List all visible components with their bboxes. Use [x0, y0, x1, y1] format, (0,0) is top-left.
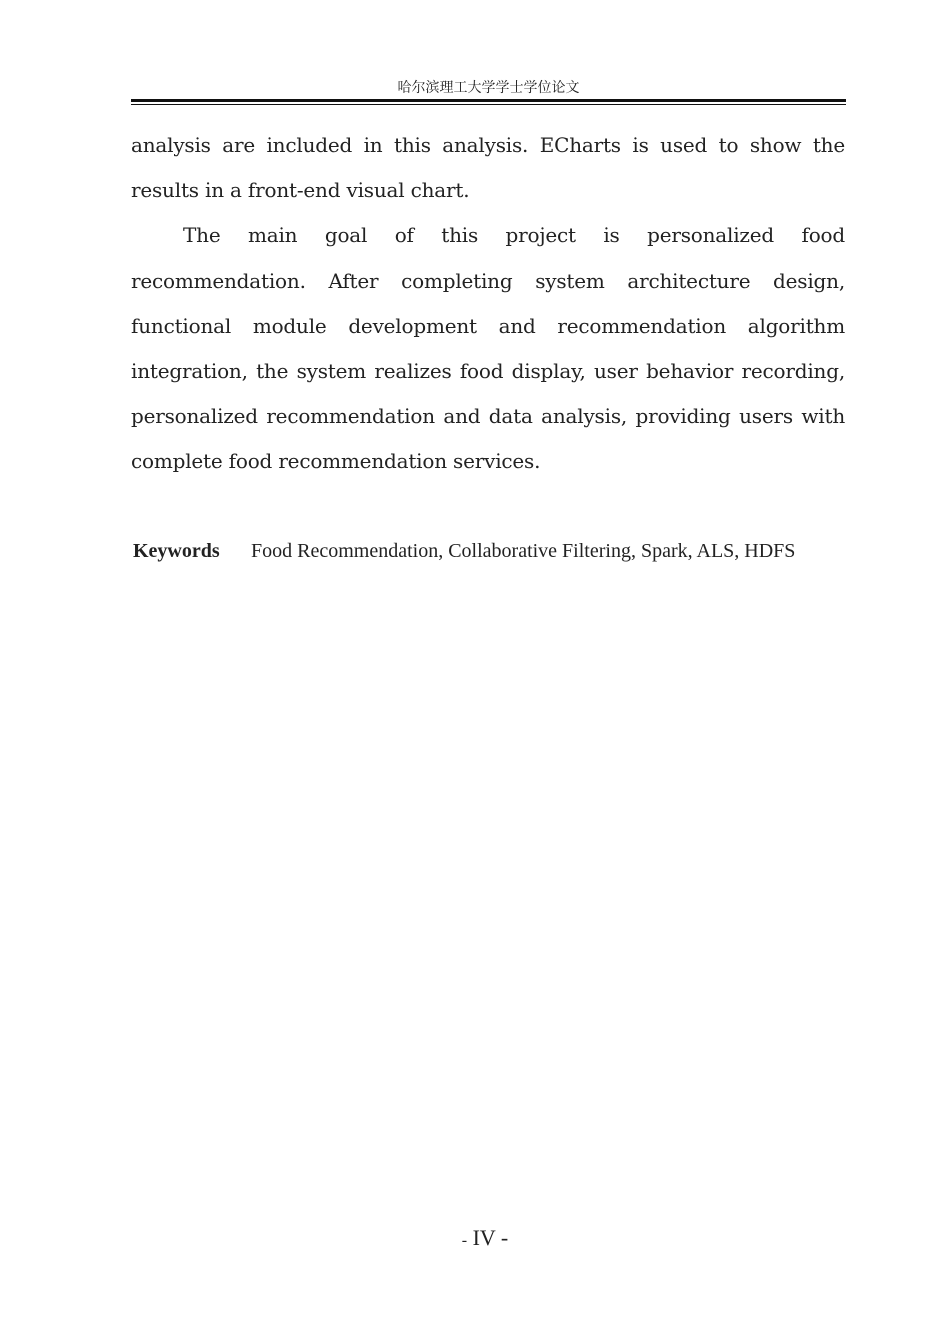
- keywords-section: [131, 533, 845, 570]
- keywords-label: Keywords: [133, 540, 220, 562]
- paragraph-main-goal: The main goal of this project is personalized food recommendation. After completing system architecture design, functional module development and recommendation algorithm integration, the system realizes food display, user behavior recording, personalized recommendation and data analysis, providing users with complete food recommendation services.: [131, 223, 845, 474]
- page-header: 哈尔滨理工大学学士学位论文: [397, 80, 580, 96]
- page-number-footer: [0, 1224, 950, 1255]
- abstract-body: [131, 123, 845, 485]
- page-number-dash-left: -: [461, 1232, 468, 1249]
- keywords-list: Food Recommendation, Collaborative Filtering, Spark, ALS, HDFS: [251, 540, 796, 562]
- header-rule-thick: [131, 99, 846, 102]
- header-rule-thin: [131, 104, 846, 105]
- page-number-dash-right: -: [500, 1225, 509, 1250]
- page-number: IV: [472, 1225, 496, 1250]
- paragraph-continued: analysis are included in this analysis. ECharts is used to show the results in a front-end visual chart.: [131, 133, 845, 203]
